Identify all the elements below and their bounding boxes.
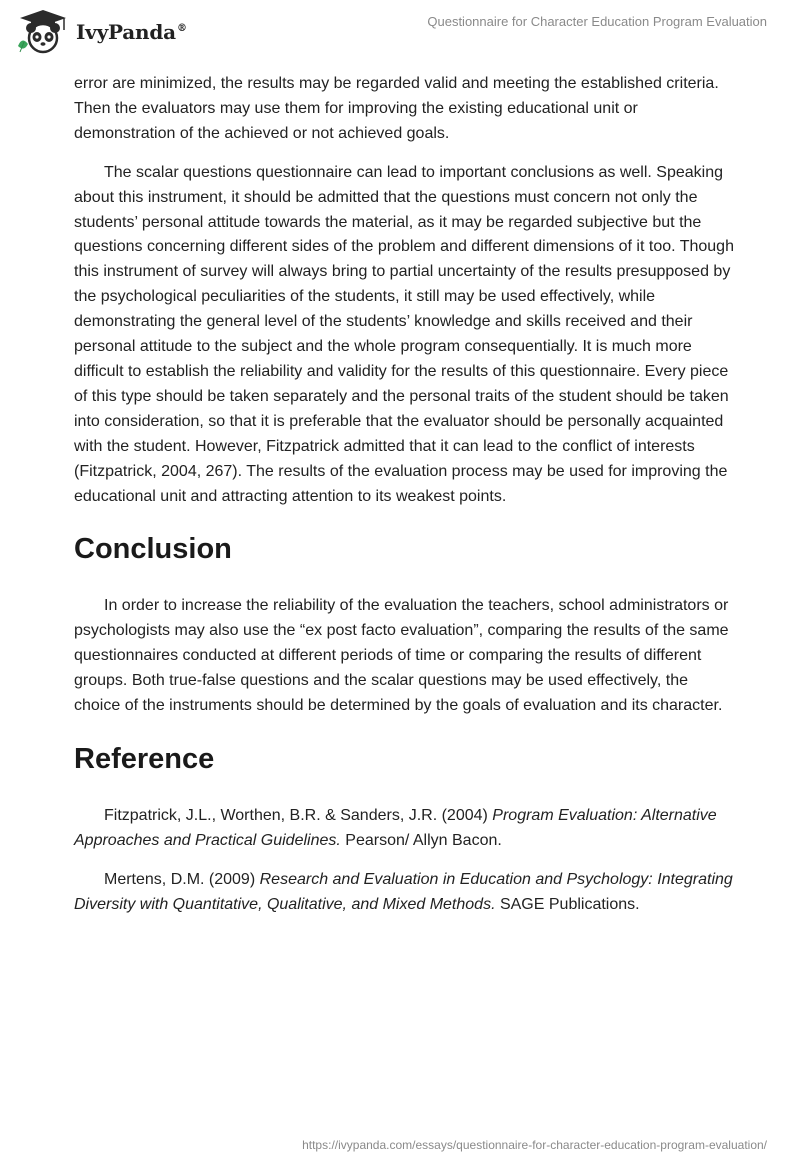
document-title: Questionnaire for Character Education Program Evaluation [427, 14, 767, 29]
conclusion-heading: Conclusion [74, 533, 232, 566]
paragraph-continued: error are minimized, the results may be regarded valid and meeting the established criteria. Then the evaluators may use them for improving the existing educational unit or demonstration of the achieved or not achieved goals. [74, 75, 719, 142]
essay-content [74, 72, 734, 918]
panda-graduation-cap-icon [14, 8, 72, 56]
conclusion-paragraph: In order to increase the reliability of the evaluation the teachers, school administrators or psychologists may also use the “ex post facto evaluation”, comparing the results of the same questionnaires conducted at different periods of time or comparing the results of different groups. Both true-false questions and the scalar questions may be used effectively, the choice of the instruments should be determined by the goals of evaluation and its character. [74, 597, 729, 715]
paragraph-scalar-questions: The scalar questions questionnaire can lead to important conclusions as well. Speaking about this instrument, it should be admitted that the questions must concern not only the students’ personal attitude towards the material, as it may be regarded subjective but the questions concerning different sides of the problem and different dimensions of it too. Though this instrument of survey will always bring to partial uncertainty of the results presupposed by the psychological peculiarities of the students, it still may be used effectively, while demonstrating the general level of the students’ knowledge and skills received and their personal attitude to the subject and the whole program consequentially. It is much more difficult to establish the reliability and validity for the results of this questionnaire. Every piece of this type should be taken separately and the personal traits of the student should be taken into consideration, so that it is preferable that the evaluator should be personally acquainted with the student. However, Fitzpatrick admitted that it can lead to the conflict of interests (Fitzpatrick, 2004, 267). The results of the evaluation process may be used for improving the educational unit and attracting attention to its weakest points. [74, 163, 734, 505]
page-header [0, 0, 800, 70]
source-url[interactable]: https://ivypanda.com/essays/questionnaire-for-character-education-program-evaluation/ [302, 1138, 767, 1152]
reference-entry: Mertens, D.M. (2009) Research and Evaluation in Education and Psychology: Integrating Diversity with Quantitative, Qualitative, and Mixed Methods. SAGE Publications. [74, 870, 733, 913]
brand-name: IvyPanda® [76, 20, 187, 44]
ivypanda-logo[interactable] [14, 8, 187, 56]
reference-heading: Reference [74, 742, 215, 775]
reference-entry: Fitzpatrick, J.L., Worthen, B.R. & Sanders, J.R. (2004) Program Evaluation: Alternative Approaches and Practical Guidelines. Pearson/ Allyn Bacon. [74, 806, 717, 849]
